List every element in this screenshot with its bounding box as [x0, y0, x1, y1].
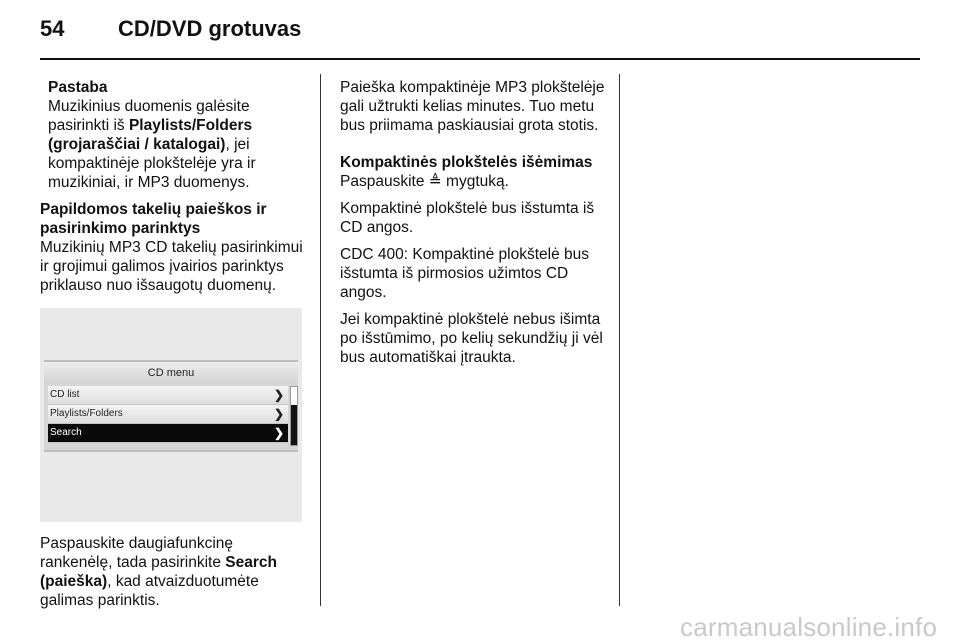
- eject-paragraph-3: Jei kompaktinė plokštelė nebus išimta po išstūmimo, po kelių sekundžių ji vėl bus automatiškai įtraukta.: [340, 311, 603, 366]
- watermark: carmanualsonline.info: [680, 612, 938, 642]
- section-title: Papildomos takelių paieškos ir pasirinkimo parinktys: [40, 201, 267, 237]
- note-text-bold: Playlists/Folders (grojaraščiai / katalogai): [48, 117, 253, 153]
- note-text-post: , jei kompaktinėje plokštelėje yra ir muzikiniai, ir MP3 duomenys.: [48, 136, 256, 191]
- scrollbar-thumb[interactable]: [291, 405, 297, 445]
- chevron-right-icon: ❯: [273, 426, 284, 440]
- menu-item-label: CD list: [50, 389, 80, 400]
- note-title: Pastaba: [48, 79, 108, 96]
- note-block: [40, 78, 308, 192]
- eject-text-pre: Paspauskite: [340, 173, 429, 190]
- column-divider-2: [619, 74, 620, 606]
- page-title: CD/DVD grotuvas: [118, 16, 302, 41]
- instruction-block: [40, 534, 308, 618]
- column-divider-1: [320, 74, 321, 606]
- note-text-pre: Muzikinius duomenis galėsite pasirinkti iš: [48, 98, 250, 134]
- eject-text-post: mygtuką.: [441, 173, 509, 190]
- menu-item-label: Playlists/Folders: [50, 408, 123, 419]
- column-middle: [340, 78, 612, 375]
- menu-item-cd-list[interactable]: [48, 386, 288, 405]
- eject-paragraph-2: CDC 400: Kompaktinė plokštelė bus išstumta iš pirmosios užimtos CD angos.: [340, 246, 589, 301]
- column-left: [40, 78, 308, 303]
- search-paragraph: Paieška kompaktinėje MP3 plokštelėje gali užtrukti kelias minutes. Tuo metu bus priimama paskiausiai grota stotis.: [340, 79, 605, 134]
- instruction-post: , kad atvaizduotumėte galimas parinktis.: [40, 573, 259, 609]
- page-header: [40, 14, 920, 54]
- section-body: Muzikinių MP3 CD takelių pasirinkimui ir grojimui galimos įvairios parinktys priklauso nuo išsaugotų duomenų.: [40, 239, 303, 294]
- menu-item-search[interactable]: [48, 424, 288, 443]
- menu-item-label: Search: [50, 427, 82, 438]
- screen-title: CD menu: [44, 362, 298, 384]
- chevron-right-icon: ❯: [273, 407, 284, 421]
- menu-item-playlists-folders[interactable]: [48, 405, 288, 424]
- header-rule: [40, 58, 920, 60]
- eject-paragraph-1: Kompaktinė plokštelė bus išstumta iš CD angos.: [340, 200, 595, 236]
- display-screen: [44, 360, 298, 452]
- section-block: [40, 200, 308, 295]
- eject-icon: ≜: [428, 173, 442, 190]
- cd-menu-photo: [40, 308, 302, 522]
- instruction-pre: Paspauskite daugiafunkcinę rankenėlę, tada pasirinkite: [40, 535, 234, 571]
- instruction-bold: Search (paieška): [40, 554, 277, 590]
- chevron-right-icon: ❯: [273, 388, 284, 402]
- page-number: 54: [40, 16, 65, 41]
- menu-scrollbar[interactable]: [290, 386, 298, 446]
- eject-title: Kompaktinės plokštelės išėmimas: [340, 154, 593, 171]
